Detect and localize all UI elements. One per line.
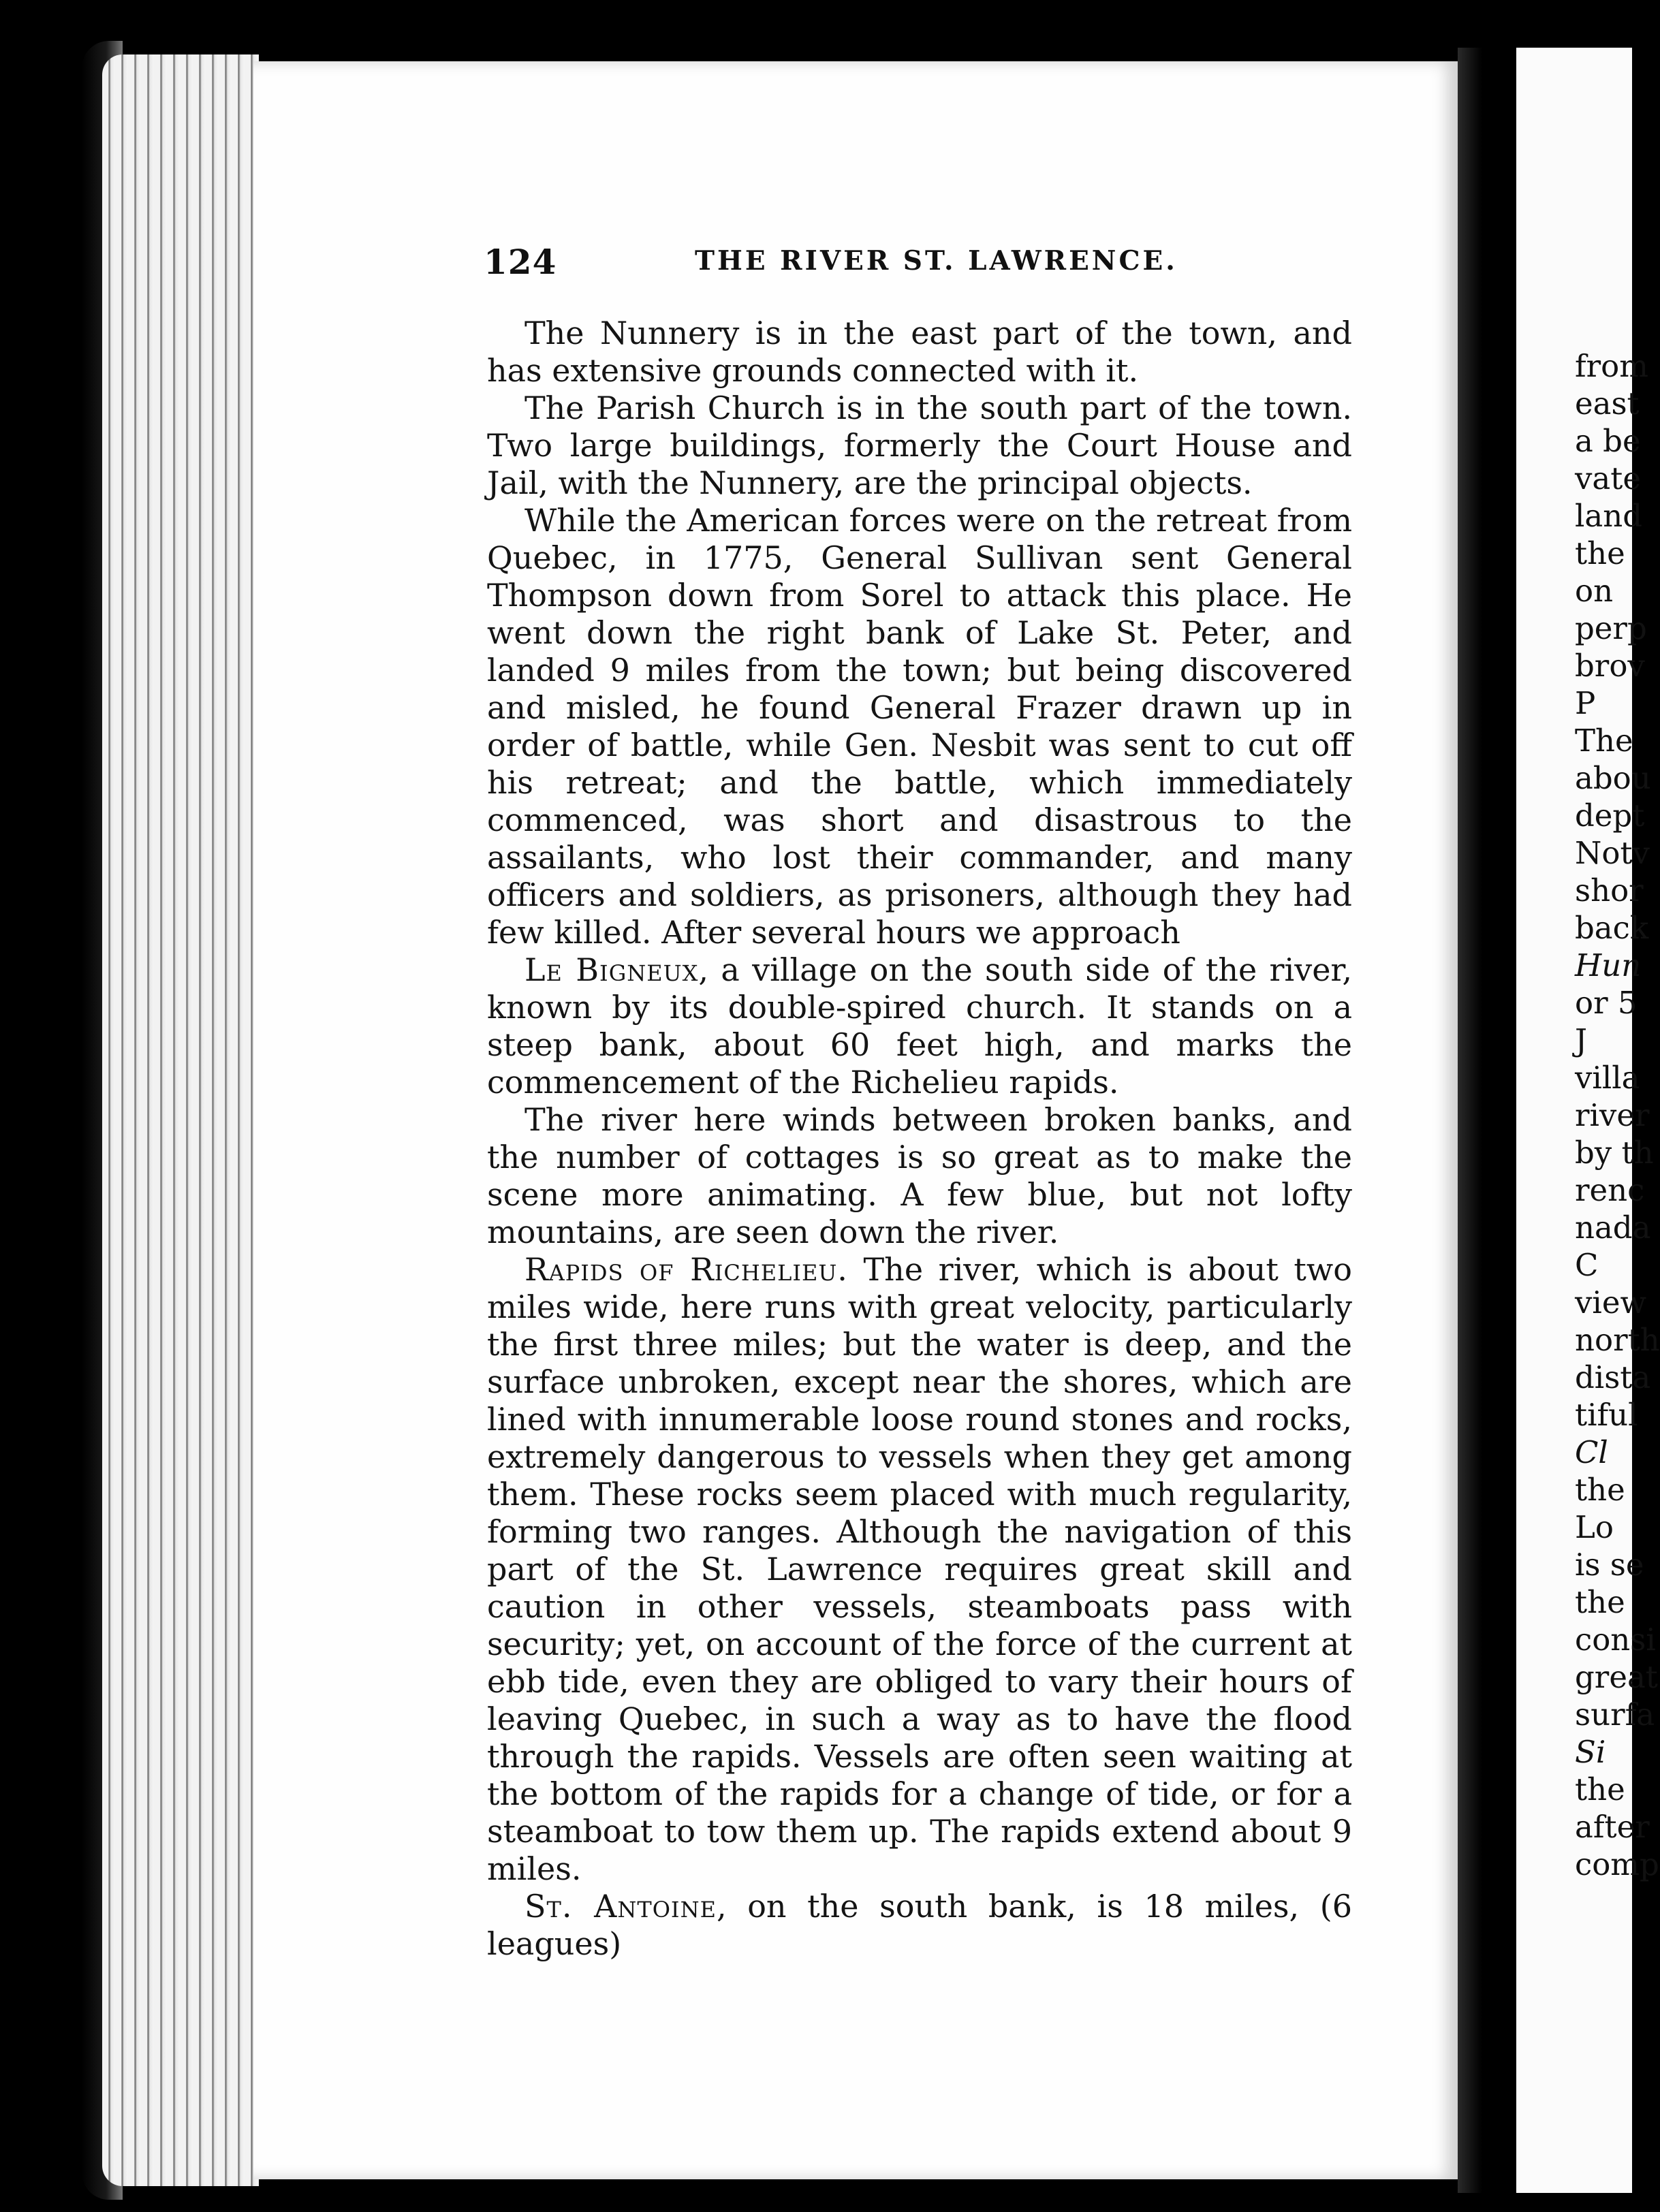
facing-page-line: brov [1575, 648, 1645, 684]
paragraph-river-banks: The river here winds between broken banks, and the number of cottages is so great as to make the scene more animating. A few blue, but not lofty mountains, are seen down the river. [487, 1101, 1352, 1250]
facing-page-line: north [1575, 1322, 1660, 1358]
facing-page-line: vate [1575, 460, 1641, 496]
facing-page-line: the [1575, 1472, 1625, 1508]
facing-page-line: Cl [1575, 1434, 1608, 1470]
facing-page-line: land [1575, 498, 1643, 534]
facing-page-line: consi [1575, 1622, 1656, 1658]
facing-page-line: Notv [1575, 835, 1650, 871]
facing-page-line: dista [1575, 1359, 1651, 1395]
facing-page-line: after [1575, 1809, 1650, 1845]
book-gutter [1458, 48, 1519, 2193]
page-number: 124 [484, 242, 557, 282]
body-text [487, 315, 1352, 1963]
facing-page [1516, 48, 1660, 2193]
facing-page-line: shor [1575, 872, 1644, 908]
paragraph-parish-church: The Parish Church is in the south part of the town. Two large buildings, formerly the Court House and Jail, with the Nunnery, are the principal objects. [487, 390, 1352, 501]
facing-page-line: surfa [1575, 1696, 1655, 1733]
facing-page-line: renc [1575, 1172, 1645, 1208]
facing-page-line: Si [1575, 1734, 1606, 1770]
facing-page-line: Lo [1575, 1509, 1614, 1545]
place-name: St. Antoine [524, 1888, 717, 1925]
facing-page-line: by th [1575, 1135, 1654, 1171]
paragraph-nunnery: The Nunnery is in the east part of the town, and has extensive grounds connected with it. [487, 315, 1352, 389]
facing-page-line: Hun [1575, 947, 1642, 983]
paragraph-st-antoine: St. Antoine, on the south bank, is 18 miles, (6 leagues) [487, 1888, 1353, 1962]
paragraph-rapids-of-richelieu: Rapids of Richelieu. The river, which is about two miles wide, here runs with great velocity, particularly the first three miles; but the water is deep, and the surface unbroken, except near the shores, which are lined with innumerable loose round stones and rocks, extremely dangerous to vessels when they get among them. These rocks seem placed with much regularity, forming two ranges. Although the navigation of this part of the St. Lawrence requires great skill and caution in other vessels, steamboats pass with security; yet, on account of the force of the current at ebb tide, even they are obliged to vary their hours of leaving Quebec, in such a way as to have the flood through the rapids. Vessels are often seen waiting at the bottom of the rapids for a change of tide, or for a steamboat to tow them up. The rapids extend about 9 miles. [487, 1251, 1352, 1887]
facing-page-line: villa [1575, 1060, 1640, 1096]
facing-page-line: tiful [1575, 1397, 1638, 1433]
facing-page-line: view [1575, 1284, 1646, 1321]
facing-page-line: P [1575, 685, 1596, 721]
facing-page-line: abou [1575, 760, 1651, 796]
facing-page-line: great [1575, 1659, 1658, 1695]
facing-page-line: a be [1575, 423, 1641, 459]
page-stack-edge [102, 54, 259, 2186]
facing-page-line: comp [1575, 1846, 1659, 1882]
facing-page-line: perp [1575, 610, 1647, 646]
facing-page-line: river [1575, 1097, 1650, 1133]
facing-page-line: on [1575, 573, 1614, 609]
facing-page-line: J [1575, 1022, 1588, 1058]
facing-page-line: the [1575, 535, 1625, 571]
facing-page-line: the [1575, 1584, 1625, 1620]
place-name: Le Bigneux [524, 951, 699, 988]
facing-page-line: is se [1575, 1547, 1644, 1583]
paragraph-american-forces: While the American forces were on the retreat from Quebec, in 1775, General Sullivan sent General Thompson down from Sorel to attack this place. He went down the right bank of Lake St. Peter, and landed 9 miles from the town; but being discovered and misled, he found General Frazer drawn up in order of battle, while Gen. Nesbit was sent to cut off his retreat; and the battle, which immediately commenced, was short and disastrous to the assailants, who lost their commander, and many officers and soldiers, as prisoners, although they had few killed. After several hours we approach [487, 502, 1352, 951]
facing-page-line: dept [1575, 797, 1645, 834]
place-name: Rapids of Richelieu. [524, 1251, 848, 1288]
facing-page-line: The [1575, 723, 1633, 759]
facing-page-line: nada [1575, 1210, 1651, 1246]
facing-page-line: from [1575, 348, 1648, 384]
facing-page-line: the [1575, 1771, 1625, 1807]
facing-page-line: or 5 [1575, 985, 1638, 1021]
facing-page-line: east [1575, 385, 1640, 422]
facing-page-line: back [1575, 910, 1649, 946]
running-head: THE RIVER ST. LAWRENCE. [695, 245, 1178, 276]
paragraph-le-bigneux: Le Bigneux, a village on the south side of the river, known by its double-spired church. It stands on a steep bank, about 60 feet high, and marks the commencement of the Richelieu rapids. [487, 951, 1352, 1101]
facing-page-line: C [1575, 1247, 1599, 1283]
